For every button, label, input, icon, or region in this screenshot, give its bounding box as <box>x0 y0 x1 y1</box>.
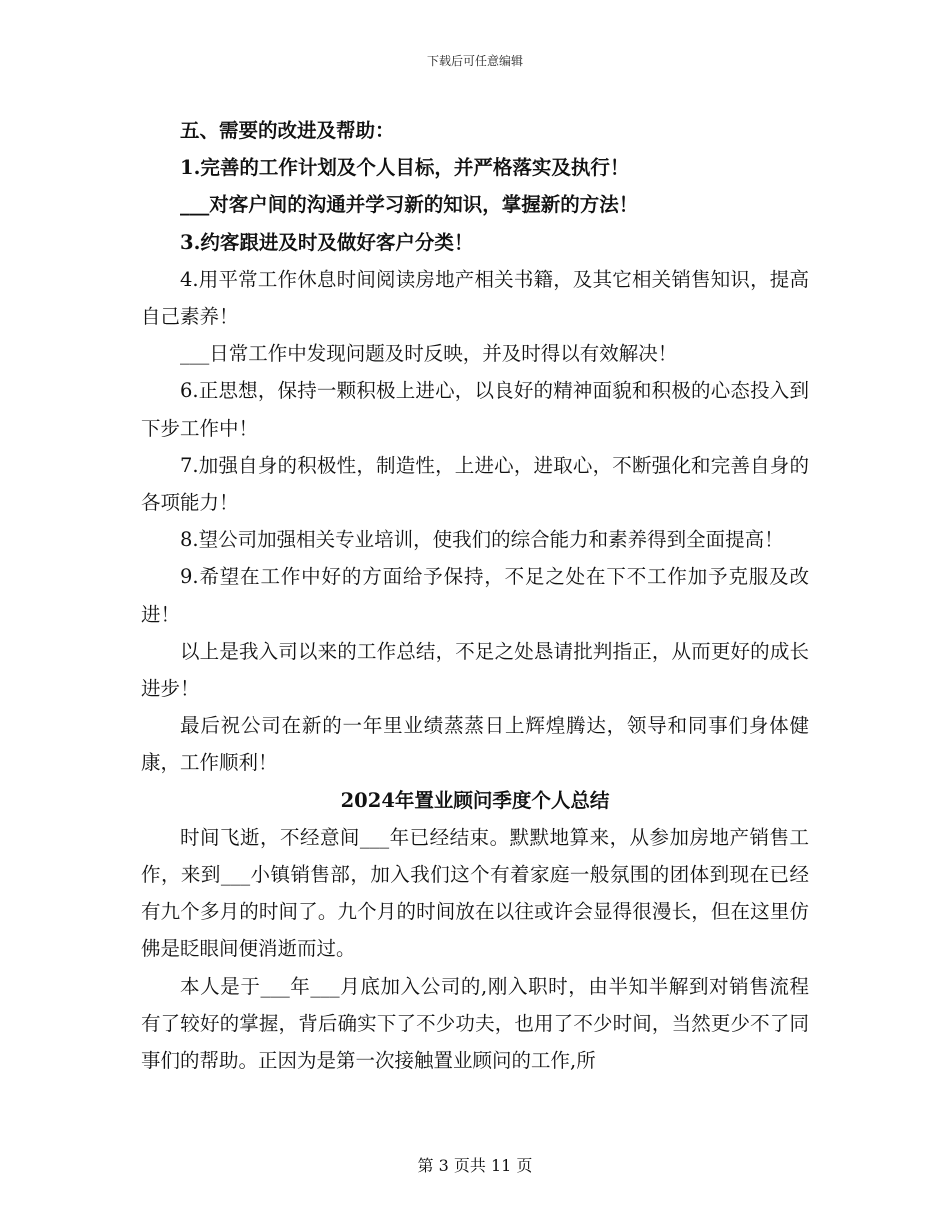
section-heading: 五、需要的改进及帮助： <box>180 119 395 142</box>
paragraph: 7.加强自身的积极性，制造性，上进心，进取心，不断强化和完善自身的各项能力！ <box>141 453 809 515</box>
paragraph: 6.正思想，保持一颗积极上进心，以良好的精神面貌和积极的心态投入到下步工作中！ <box>141 379 809 440</box>
paragraph: 9.希望在工作中好的方面给予保持，不足之处在下不工作加予克服及改进！ <box>141 565 809 626</box>
paragraph: 以上是我入司以来的工作总结，不足之处恳请批判指正，从而更好的成长进步！ <box>141 639 809 701</box>
page-footer: 第 3 页共 11 页 <box>417 1156 533 1175</box>
paragraph: 4.用平常工作休息时间阅读房地产相关书籍，及其它相关销售知识，提高自己素养！ <box>141 267 809 329</box>
paragraph: 8.望公司加强相关专业培训，使我们的综合能力和素养得到全面提高！ <box>180 528 784 552</box>
paragraph: ___对客户间的沟通并学习新的知识，掌握新的方法！ <box>180 193 639 217</box>
page-header: 下载后可任意编辑 <box>426 54 523 68</box>
paragraph: 1.完善的工作计划及个人目标，并严格落实及执行！ <box>180 156 630 180</box>
paragraph: 最后祝公司在新的一年里业绩蒸蒸日上辉煌腾达，领导和同事们身体健康，工作顺利！ <box>141 714 809 775</box>
paragraph: ___日常工作中发现问题及时反映，并及时得以有效解决！ <box>180 342 678 366</box>
paragraph: 本人是于___年___月底加入公司的,刚入职时，由半知半解到对销售流程有了较好的掌握，背后确实下了不少功夫，也用了不少时间，当然更少不了同事们的帮助。正因为是第一次接触置业顾问的工作,所 <box>141 974 809 1073</box>
document-title: 2024年置业顾问季度个人总结 <box>340 788 610 812</box>
document-body <box>141 112 809 1079</box>
paragraph: 时间飞逝，不经意间___年已经结束。默默地算来，从参加房地产销售工作，来到___小镇销售部，加入我们这个有着家庭一般氛围的团体到现在已经有九个多月的时间了。九个月的时间放在以往或许会显得很漫长，但在这里仿佛是眨眼间便消逝而过。 <box>141 825 809 961</box>
paragraph: 3.约客跟进及时及做好客户分类！ <box>180 230 474 254</box>
